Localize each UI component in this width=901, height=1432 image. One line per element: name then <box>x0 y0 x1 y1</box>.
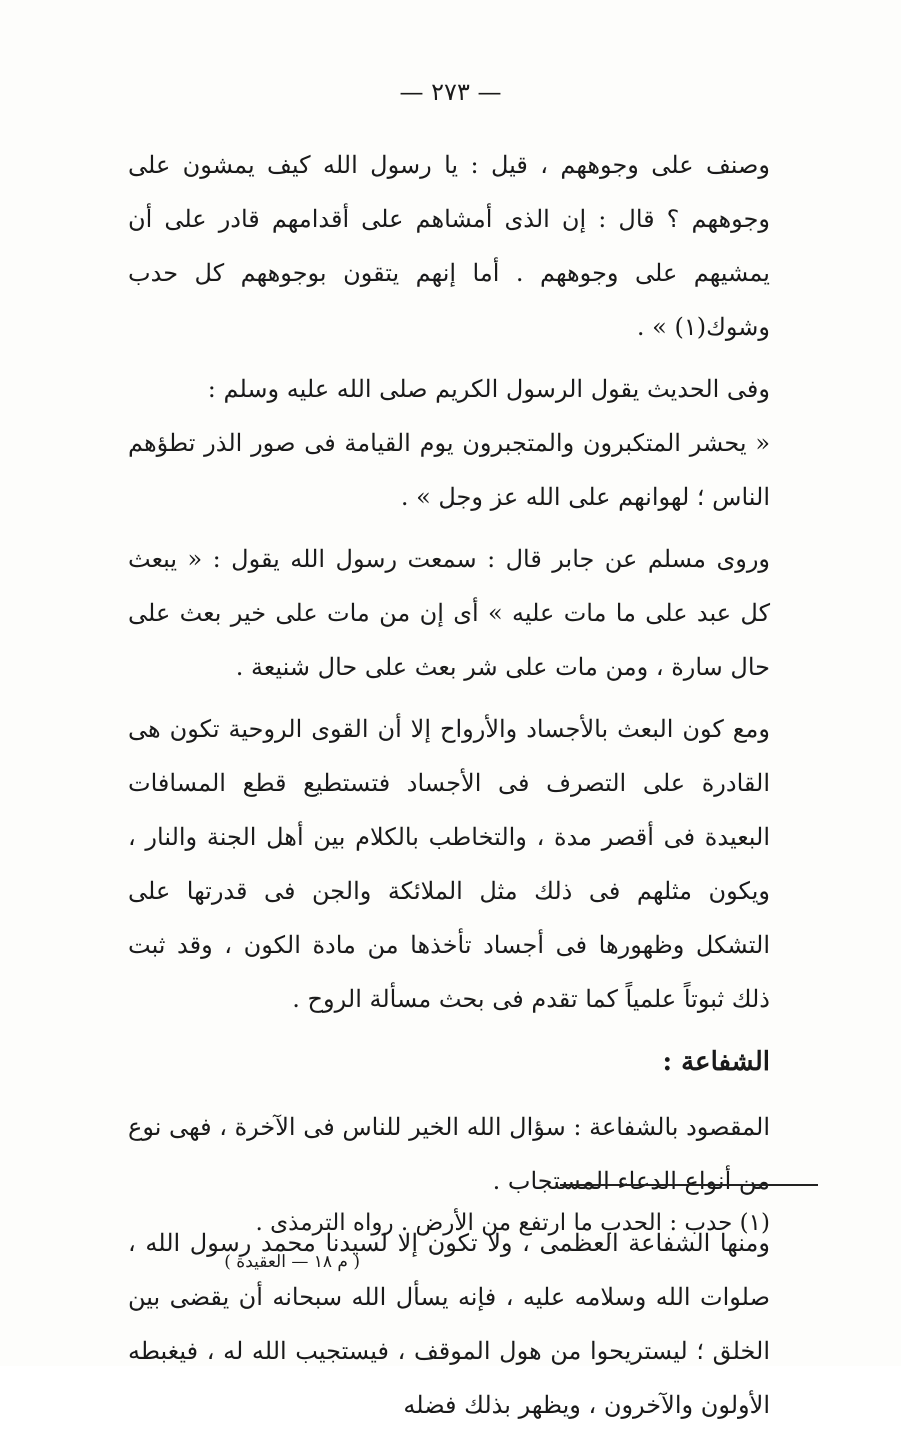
signature-mark: ( م ١٨ — العقيدة ) <box>224 1252 360 1272</box>
paragraph-hadith-quote: « يحشر المتكبرون والمتجبرون يوم القيامة فى صور الذر تطؤهم الناس ؛ لهوانهم على الله عز وجل » . <box>128 429 770 511</box>
section-heading-intercession: الشفاعة : <box>662 1047 770 1077</box>
paragraph-continuation: وصنف على وجوههم ، قيل : يا رسول الله كيف يمشون على وجوههم ؟ قال : إن الذى أمشاهم على أقدامهم قادر على أن يمشيهم على وجوههم . أما إنهم يتقون بوجوههم كل حدب وشوك(١) » . <box>128 151 770 341</box>
footnote-divider <box>560 1184 818 1186</box>
page-number: — ٢٧٣ — <box>399 78 502 106</box>
paragraph-hadith-intro: وفى الحديث يقول الرسول الكريم صلى الله عليه وسلم : <box>207 375 770 403</box>
paragraph-great-intercession: ومنها الشفاعة العظمى ، ولا تكون إلا لسيدنا محمد رسول الله ، صلوات الله وسلامه عليه ، فإنه يسأل الله سبحانه أن يقضى بين الخلق ؛ ليستريحوا من هول الموقف ، فيستجيب الله له ، فيغبطه الأولون والآخرون ، ويظهر بذلك فضله <box>128 1229 771 1419</box>
footnote: (١) حدب : الحدب ما ارتفع من الأرض . رواه الترمذى . <box>255 1210 770 1236</box>
paragraph-muslim-narration: وروى مسلم عن جابر قال : سمعت رسول الله يقول : « يبعث كل عبد على ما مات عليه » أى إن من مات على خير بعث على حال سارة ، ومن مات على شر بعث على حال شنيعة . <box>128 545 770 681</box>
paragraph-intercession-definition: المقصود بالشفاعة : سؤال الله الخير للناس فى الآخرة ، فهى نوع من أنواع الدعاء المستجاب . <box>128 1113 770 1195</box>
paragraph-spiritual-powers: ومع كون البعث بالأجساد والأرواح إلا أن القوى الروحية تكون هى القادرة على التصرف فى الأجساد فتستطيع قطع المسافات البعيدة فى أقصر مدة ، والتخاطب بالكلام بين أهل الجنة والنار ، ويكون مثلهم فى ذلك مثل الملائكة والجن فى قدرتها على التشكل وظهورها فى أجساد تأخذها من مادة الكون ، وقد ثبت ذلك ثبوتاً علمياً كما تقدم فى بحث مسألة الروح . <box>128 715 770 1013</box>
